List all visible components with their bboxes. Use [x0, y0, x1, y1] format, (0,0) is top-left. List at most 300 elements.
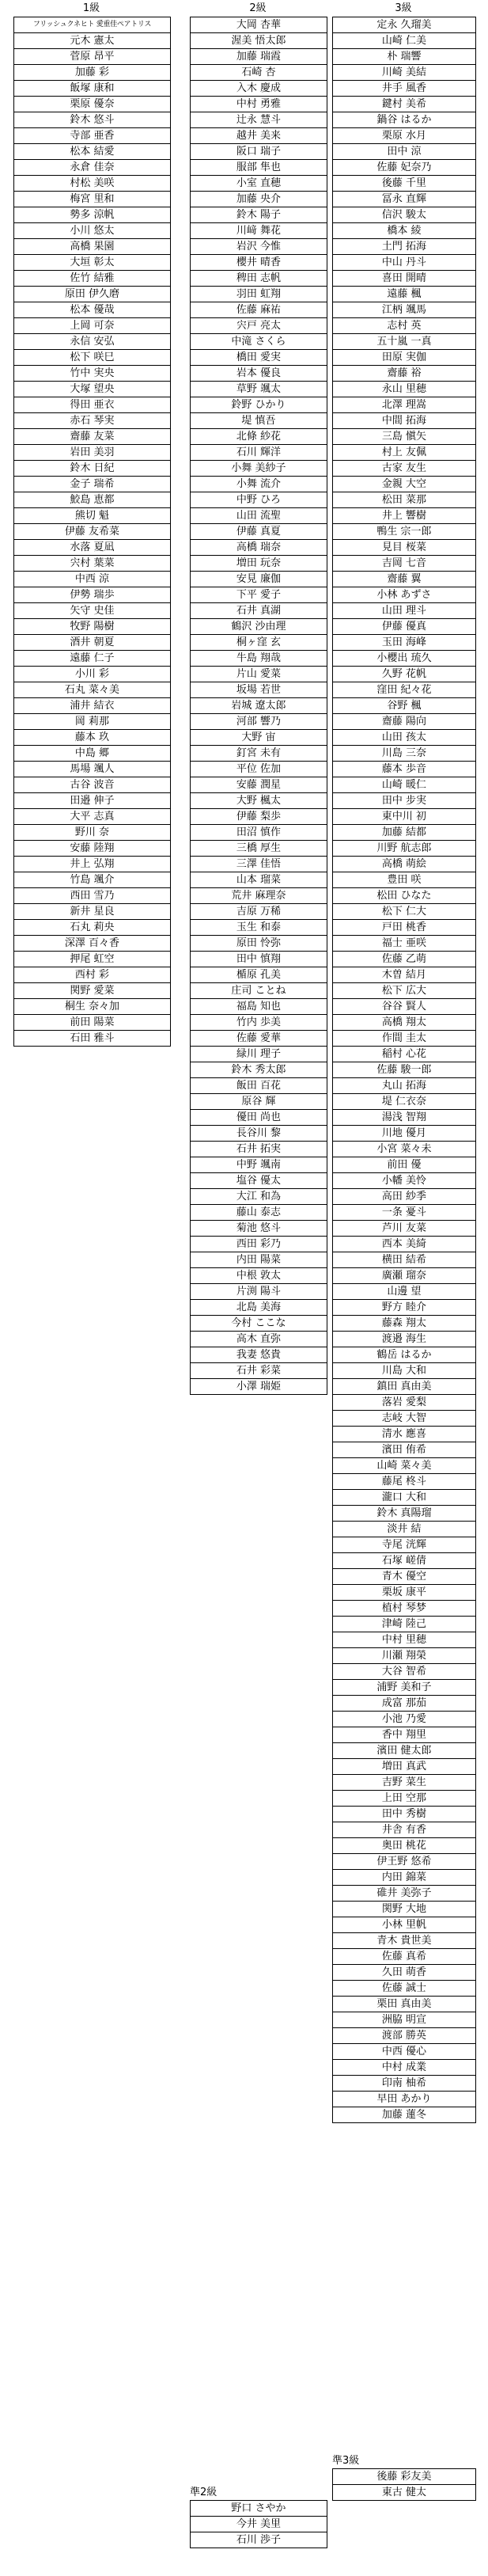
- name-cell: 渡部 勝英: [333, 2028, 475, 2044]
- name-cell: 釘宮 未有: [191, 746, 327, 762]
- name-cell: 鈴木 悠斗: [14, 112, 170, 128]
- name-cell: 岩城 遼太郎: [191, 698, 327, 714]
- name-cell: 古家 友生: [333, 461, 475, 477]
- name-cell: 山本 瑠菜: [191, 872, 327, 888]
- name-cell: 関野 大地: [333, 1902, 475, 1917]
- name-cell: 藤尾 柊斗: [333, 1474, 475, 1490]
- name-cell: 加藤 央介: [191, 192, 327, 207]
- name-cell: 鍋谷 はるか: [333, 112, 475, 128]
- name-cell: 岩本 優良: [191, 366, 327, 382]
- name-cell: 見目 桜菜: [333, 540, 475, 556]
- name-cell: 勢多 涼帆: [14, 207, 170, 223]
- name-cell: 永倉 佳奈: [14, 160, 170, 176]
- name-cell: 我妻 悠貴: [191, 1347, 327, 1363]
- name-cell: 押尾 虹空: [14, 952, 170, 967]
- name-cell: 原谷 輝: [191, 1094, 327, 1110]
- name-cell: 川崎 美結: [333, 65, 475, 81]
- name-cell: 津崎 陸己: [333, 1617, 475, 1632]
- name-cell: 松下 仁大: [333, 904, 475, 920]
- name-cell: 荒井 麻理奈: [191, 888, 327, 904]
- grade3-list: [332, 17, 476, 2123]
- name-cell: 前田 陽菜: [14, 1015, 170, 1031]
- name-cell: 石川 輝洋: [191, 445, 327, 461]
- name-cell: 佐藤 妃奈乃: [333, 160, 475, 176]
- name-cell: 田原 実伽: [333, 350, 475, 366]
- name-cell: 堤 慎吾: [191, 413, 327, 429]
- name-cell: 東古 健太: [333, 2485, 475, 2501]
- name-cell: 久田 萌香: [333, 1965, 475, 1981]
- name-cell: 竹内 歩美: [191, 1015, 327, 1031]
- name-cell: 窪田 紀々花: [333, 682, 475, 698]
- name-cell: 川島 三奈: [333, 746, 475, 762]
- name-cell: 矢守 史佳: [14, 603, 170, 619]
- name-cell: 増田 玩奈: [191, 556, 327, 572]
- name-cell: 玉生 和泰: [191, 920, 327, 936]
- name-cell: 高木 直弥: [191, 1332, 327, 1347]
- name-cell: 鴨生 宗一郎: [333, 524, 475, 540]
- name-cell: 西本 美綺: [333, 1237, 475, 1252]
- name-cell: 石丸 菜々美: [14, 682, 170, 698]
- name-cell: 村上 友佩: [333, 445, 475, 461]
- name-cell: 栗田 真由美: [333, 1997, 475, 2012]
- name-cell: 清水 應喜: [333, 1427, 475, 1442]
- name-cell: 辻永 慧斗: [191, 112, 327, 128]
- name-cell: 香中 翔里: [333, 1727, 475, 1743]
- name-cell: 上田 空那: [333, 1791, 475, 1807]
- name-cell: 酒井 朝夏: [14, 635, 170, 651]
- name-cell: 越井 美来: [191, 128, 327, 144]
- name-cell: 川島 大和: [333, 1363, 475, 1379]
- name-cell: 伊勢 瑞歩: [14, 587, 170, 603]
- name-cell: 金子 瑞希: [14, 477, 170, 492]
- name-cell: 水落 夏凪: [14, 540, 170, 556]
- name-cell: 寺部 亜香: [14, 128, 170, 144]
- name-cell: 伊王野 悠希: [333, 1854, 475, 1870]
- name-cell: 井手 風香: [333, 81, 475, 97]
- name-cell: 深澤 百々香: [14, 936, 170, 952]
- name-cell: 濱田 健太郎: [333, 1743, 475, 1759]
- name-cell: 片山 愛菜: [191, 667, 327, 682]
- name-cell: 松本 優哉: [14, 302, 170, 318]
- name-cell: 小川 悠太: [14, 223, 170, 239]
- name-cell: 小林 里帆: [333, 1917, 475, 1933]
- name-cell: 谷谷 賢人: [333, 999, 475, 1015]
- name-cell: 豊田 咲: [333, 872, 475, 888]
- name-cell: 加藤 彩: [14, 65, 170, 81]
- name-cell: 谷野 楓: [333, 698, 475, 714]
- name-cell: 小室 直穂: [191, 176, 327, 192]
- name-cell: 大岡 杏華: [191, 17, 327, 33]
- name-cell: 内田 陽菜: [191, 1252, 327, 1268]
- name-cell: 小櫻出 琉久: [333, 651, 475, 667]
- name-cell: 石井 彩菜: [191, 1363, 327, 1379]
- name-cell: 北澤 理嵩: [333, 397, 475, 413]
- name-cell: 小幡 美怜: [333, 1173, 475, 1189]
- name-cell: 高橋 瑞奈: [191, 540, 327, 556]
- name-cell: 小舞 流介: [191, 477, 327, 492]
- name-cell: 吉野 菜生: [333, 1775, 475, 1791]
- name-cell: 吉岡 七音: [333, 556, 475, 572]
- name-cell: 小澤 瑞姫: [191, 1379, 327, 1395]
- name-cell: 山田 流聖: [191, 508, 327, 524]
- name-cell: 元木 憲太: [14, 33, 170, 49]
- name-cell: 青木 貴世美: [333, 1933, 475, 1949]
- name-cell: 永山 里穂: [333, 382, 475, 397]
- name-cell: 岩田 美羽: [14, 445, 170, 461]
- name-cell: 加藤 蓮冬: [333, 2107, 475, 2123]
- name-cell: 菊池 悠斗: [191, 1221, 327, 1237]
- name-cell: 大野 楓太: [191, 793, 327, 809]
- name-cell: 原田 怜弥: [191, 936, 327, 952]
- name-cell: 田中 慎翔: [191, 952, 327, 967]
- name-cell: 宍戸 亮太: [191, 318, 327, 334]
- name-cell: 塩谷 優太: [191, 1173, 327, 1189]
- name-cell: 加藤 結都: [333, 825, 475, 841]
- name-cell: 山田 理斗: [333, 603, 475, 619]
- name-cell: 長谷川 黎: [191, 1126, 327, 1142]
- name-cell: 得田 亜衣: [14, 397, 170, 413]
- name-cell: 齋藤 翼: [333, 572, 475, 587]
- name-cell: 石丸 莉央: [14, 920, 170, 936]
- name-cell: 伊藤 梨歩: [191, 809, 327, 825]
- name-cell: 成富 那茄: [333, 1696, 475, 1712]
- name-cell: 後藤 彩友美: [333, 2469, 475, 2485]
- name-cell: 栗原 優奈: [14, 97, 170, 112]
- name-cell: 田中 涼: [333, 144, 475, 160]
- name-cell: 堤 仁衣奈: [333, 1094, 475, 1110]
- name-cell: 碓井 美弥子: [333, 1886, 475, 1902]
- name-cell: 小舞 美紗子: [191, 461, 327, 477]
- name-cell: 小川 彩: [14, 667, 170, 682]
- name-cell: 田中 步実: [333, 793, 475, 809]
- name-cell: 芦川 友菜: [333, 1221, 475, 1237]
- name-cell: 鈴野 ひかり: [191, 397, 327, 413]
- name-cell: 大平 志真: [14, 809, 170, 825]
- name-cell: 藤山 泰志: [191, 1205, 327, 1221]
- name-cell: 後藤 千里: [333, 176, 475, 192]
- name-cell: 野口 さやか: [191, 2501, 327, 2517]
- name-cell: 北島 美海: [191, 1300, 327, 1316]
- name-cell: 山崎 暖仁: [333, 777, 475, 793]
- pre-grade3-list: [332, 2468, 476, 2501]
- name-cell: 三橋 厚生: [191, 841, 327, 857]
- name-cell: 藤森 翔太: [333, 1316, 475, 1332]
- name-cell: フリッシュクネヒト 愛重佳ペアトリス: [14, 17, 170, 33]
- name-cell: 松下 広大: [333, 983, 475, 999]
- name-cell: 中村 勇雅: [191, 97, 327, 112]
- pre-grade3-title: 準3級: [332, 2455, 360, 2467]
- grade3-title: 3級: [395, 2, 412, 14]
- name-cell: 菅原 昂平: [14, 49, 170, 65]
- name-cell: 片渕 陽斗: [191, 1284, 327, 1300]
- name-cell: 桐生 奈々加: [14, 999, 170, 1015]
- name-cell: 緑川 理子: [191, 1047, 327, 1062]
- name-cell: 植村 琴梦: [333, 1601, 475, 1617]
- name-cell: 牧野 陽樹: [14, 619, 170, 635]
- name-cell: 熊切 魁: [14, 508, 170, 524]
- name-cell: 濱田 侑希: [333, 1442, 475, 1458]
- name-cell: 石塚 嵯倩: [333, 1553, 475, 1569]
- name-cell: 石田 雅斗: [14, 1031, 170, 1047]
- name-cell: 佐藤 愛華: [191, 1031, 327, 1047]
- name-cell: 川瀬 翔榮: [333, 1648, 475, 1664]
- name-cell: 小池 乃愛: [333, 1712, 475, 1727]
- name-cell: 赤石 琴実: [14, 413, 170, 429]
- name-cell: 橋田 愛実: [191, 350, 327, 366]
- name-cell: 栗原 水月: [333, 128, 475, 144]
- name-cell: 佐藤 麻祐: [191, 302, 327, 318]
- name-cell: 野方 睦介: [333, 1300, 475, 1316]
- pre-grade2-title: 準2級: [190, 2487, 218, 2498]
- name-cell: 竹島 颯介: [14, 872, 170, 888]
- name-cell: 山邊 望: [333, 1284, 475, 1300]
- name-cell: 山田 孩太: [333, 730, 475, 746]
- name-cell: 平位 佐加: [191, 762, 327, 777]
- name-cell: 川﨑 舞花: [191, 223, 327, 239]
- name-cell: 志岐 大智: [333, 1411, 475, 1427]
- name-cell: 遠藤 仁子: [14, 651, 170, 667]
- name-cell: 飯田 百花: [191, 1078, 327, 1094]
- name-cell: 井上 響樹: [333, 508, 475, 524]
- name-cell: 喜田 開晴: [333, 271, 475, 287]
- name-cell: 小宮 菜々未: [333, 1142, 475, 1157]
- name-cell: 金親 大空: [333, 477, 475, 492]
- name-cell: 一条 憂斗: [333, 1205, 475, 1221]
- name-cell: 青木 優空: [333, 1569, 475, 1585]
- name-cell: 山崎 菜々美: [333, 1458, 475, 1474]
- name-cell: 中野 ひろ: [191, 492, 327, 508]
- name-cell: 中西 涼: [14, 572, 170, 587]
- name-cell: 渥美 悟太郎: [191, 33, 327, 49]
- name-cell: 中村 里穂: [333, 1632, 475, 1648]
- name-cell: 原田 伊久磨: [14, 287, 170, 302]
- name-cell: 井上 弘翔: [14, 857, 170, 872]
- name-cell: 伊藤 優真: [333, 619, 475, 635]
- name-cell: 西村 彩: [14, 967, 170, 983]
- name-cell: 大江 和為: [191, 1189, 327, 1205]
- name-cell: 久野 花帆: [333, 667, 475, 682]
- name-cell: 増田 真武: [333, 1759, 475, 1775]
- name-cell: 田沼 慎作: [191, 825, 327, 841]
- name-cell: 梅宮 里和: [14, 192, 170, 207]
- name-cell: 吉原 万稀: [191, 904, 327, 920]
- name-cell: 優田 尚也: [191, 1110, 327, 1126]
- name-cell: 北條 紗花: [191, 429, 327, 445]
- name-cell: 中間 拓海: [333, 413, 475, 429]
- name-cell: 橋本 綾: [333, 223, 475, 239]
- pre-grade2-list: [190, 2500, 327, 2548]
- name-cell: 藤本 玖: [14, 730, 170, 746]
- grade1-list: [13, 17, 171, 1047]
- name-cell: 桐ヶ窪 玄: [191, 635, 327, 651]
- name-cell: 鎮田 真由美: [333, 1379, 475, 1395]
- name-cell: 大谷 智希: [333, 1664, 475, 1680]
- name-cell: 洲脇 明宣: [333, 2012, 475, 2028]
- name-cell: 浦野 美和子: [333, 1680, 475, 1696]
- name-cell: 稗田 志帆: [191, 271, 327, 287]
- name-cell: 齋藤 陽向: [333, 714, 475, 730]
- name-cell: 川野 航志郎: [333, 841, 475, 857]
- name-cell: 大垣 彰太: [14, 255, 170, 271]
- name-cell: 下平 愛子: [191, 587, 327, 603]
- name-cell: 五十嵐 一真: [333, 334, 475, 350]
- name-cell: 中滝 さくら: [191, 334, 327, 350]
- name-cell: 永信 安弘: [14, 334, 170, 350]
- name-cell: 中村 成業: [333, 2060, 475, 2076]
- name-cell: 馬場 颯人: [14, 762, 170, 777]
- name-cell: 庄司 ことね: [191, 983, 327, 999]
- name-cell: 松田 菜那: [333, 492, 475, 508]
- name-cell: 櫻井 晴香: [191, 255, 327, 271]
- name-cell: 中山 丹斗: [333, 255, 475, 271]
- name-cell: 小林 あずさ: [333, 587, 475, 603]
- grade1-title: 1級: [82, 2, 100, 14]
- name-cell: 佐藤 乙萌: [333, 952, 475, 967]
- name-cell: 村松 美咲: [14, 176, 170, 192]
- name-cell: 印南 柚希: [333, 2076, 475, 2092]
- name-cell: 玉田 海峰: [333, 635, 475, 651]
- name-cell: 冨永 直輝: [333, 192, 475, 207]
- name-cell: 福士 亜咲: [333, 936, 475, 952]
- name-cell: 関野 愛菜: [14, 983, 170, 999]
- name-cell: 鮫島 恵都: [14, 492, 170, 508]
- name-cell: 坂場 若世: [191, 682, 327, 698]
- name-cell: 湯浅 智翔: [333, 1110, 475, 1126]
- name-cell: 草野 颯太: [191, 382, 327, 397]
- name-cell: 加藤 瑞霞: [191, 49, 327, 65]
- name-cell: 高橋 萌絵: [333, 857, 475, 872]
- name-cell: 前田 優: [333, 1157, 475, 1173]
- name-cell: 楯原 孔美: [191, 967, 327, 983]
- name-cell: 松本 結愛: [14, 144, 170, 160]
- name-cell: 伊藤 真夏: [191, 524, 327, 540]
- name-cell: 土門 拓海: [333, 239, 475, 255]
- name-cell: 福島 知也: [191, 999, 327, 1015]
- name-cell: 中根 敦太: [191, 1268, 327, 1284]
- name-cell: 木曽 結月: [333, 967, 475, 983]
- name-cell: 中野 颯南: [191, 1157, 327, 1173]
- name-cell: 安藤 陸翔: [14, 841, 170, 857]
- name-cell: 戸田 桃香: [333, 920, 475, 936]
- name-cell: 朴 瑞響: [333, 49, 475, 65]
- name-cell: 鈴木 陽子: [191, 207, 327, 223]
- name-cell: 高橋 翔太: [333, 1015, 475, 1031]
- name-cell: 西田 雪乃: [14, 888, 170, 904]
- name-cell: 野川 奈: [14, 825, 170, 841]
- name-cell: 寺尾 洸輝: [333, 1537, 475, 1553]
- name-cell: 竹中 実央: [14, 366, 170, 382]
- grade2-title: 2級: [249, 2, 267, 14]
- name-cell: 廣瀬 瑠奈: [333, 1268, 475, 1284]
- name-cell: 牛島 翔哉: [191, 651, 327, 667]
- name-cell: 川地 優月: [333, 1126, 475, 1142]
- name-cell: 石井 拓実: [191, 1142, 327, 1157]
- name-cell: 落岩 愛梨: [333, 1395, 475, 1411]
- name-cell: 松田 ひなた: [333, 888, 475, 904]
- name-cell: 西田 彩乃: [191, 1237, 327, 1252]
- grade2-list: [190, 17, 327, 1395]
- name-cell: 石川 渉子: [191, 2532, 327, 2548]
- name-cell: 丸山 拓海: [333, 1078, 475, 1094]
- name-cell: 内田 錦菜: [333, 1870, 475, 1886]
- name-cell: 中西 優心: [333, 2044, 475, 2060]
- name-cell: 山崎 仁美: [333, 33, 475, 49]
- name-cell: 早田 あかり: [333, 2092, 475, 2107]
- name-cell: 岩沢 今惟: [191, 239, 327, 255]
- name-cell: 宍村 葉菜: [14, 556, 170, 572]
- name-cell: 定永 久瑠美: [333, 17, 475, 33]
- name-cell: 松下 咲巳: [14, 350, 170, 366]
- name-cell: 石崎 杏: [191, 65, 327, 81]
- name-cell: 田中 秀樹: [333, 1807, 475, 1822]
- name-cell: 鶴岳 はるか: [333, 1347, 475, 1363]
- name-cell: 佐藤 誠士: [333, 1981, 475, 1997]
- name-cell: 鈴木 日紀: [14, 461, 170, 477]
- name-cell: 栗坂 康平: [333, 1585, 475, 1601]
- name-cell: 飯塚 康和: [14, 81, 170, 97]
- name-cell: 佐藤 真希: [333, 1949, 475, 1965]
- name-cell: 古谷 波音: [14, 777, 170, 793]
- name-cell: 齋藤 友菜: [14, 429, 170, 445]
- name-cell: 大塚 望央: [14, 382, 170, 397]
- name-cell: 志村 英: [333, 318, 475, 334]
- name-cell: 横田 結希: [333, 1252, 475, 1268]
- name-cell: 淡井 結: [333, 1522, 475, 1537]
- name-cell: 井舎 有香: [333, 1822, 475, 1838]
- name-cell: 田邉 伸子: [14, 793, 170, 809]
- name-cell: 今村 ここな: [191, 1316, 327, 1332]
- name-cell: 岡 莉那: [14, 714, 170, 730]
- name-cell: 遠藤 楓: [333, 287, 475, 302]
- name-cell: 中島 郷: [14, 746, 170, 762]
- name-cell: 安藤 潤星: [191, 777, 327, 793]
- name-cell: 渡邉 海生: [333, 1332, 475, 1347]
- name-cell: 河部 響乃: [191, 714, 327, 730]
- name-cell: 瀧口 大和: [333, 1490, 475, 1506]
- name-cell: 安見 廉伽: [191, 572, 327, 587]
- name-cell: 藤本 歩音: [333, 762, 475, 777]
- name-cell: 鈴木 真陽瑠: [333, 1506, 475, 1522]
- name-cell: 新井 星良: [14, 904, 170, 920]
- name-cell: 鈴木 秀太郎: [191, 1062, 327, 1078]
- name-cell: 高田 紗季: [333, 1189, 475, 1205]
- name-cell: 伊藤 友希菜: [14, 524, 170, 540]
- name-cell: 上岡 可奈: [14, 318, 170, 334]
- name-cell: 稲村 心花: [333, 1047, 475, 1062]
- name-cell: 入木 慶成: [191, 81, 327, 97]
- name-cell: 今井 美里: [191, 2517, 327, 2532]
- name-cell: 齋藤 裕: [333, 366, 475, 382]
- name-cell: 高橋 果園: [14, 239, 170, 255]
- name-cell: 江柄 颯馬: [333, 302, 475, 318]
- name-cell: 三島 愼矢: [333, 429, 475, 445]
- name-cell: 東中川 初: [333, 809, 475, 825]
- name-cell: 信沢 駿太: [333, 207, 475, 223]
- name-cell: 浦井 結衣: [14, 698, 170, 714]
- name-cell: 石井 真湖: [191, 603, 327, 619]
- name-cell: 服部 隼也: [191, 160, 327, 176]
- name-cell: 鍵村 美希: [333, 97, 475, 112]
- name-cell: 阪口 瑞子: [191, 144, 327, 160]
- name-cell: 作間 圭太: [333, 1031, 475, 1047]
- name-cell: 羽田 虹翔: [191, 287, 327, 302]
- name-cell: 佐竹 結雅: [14, 271, 170, 287]
- name-cell: 佐藤 駿一郎: [333, 1062, 475, 1078]
- name-cell: 大野 宙: [191, 730, 327, 746]
- name-cell: 奥田 桃花: [333, 1838, 475, 1854]
- name-cell: 三澤 佳悟: [191, 857, 327, 872]
- name-cell: 鶴沢 沙由理: [191, 619, 327, 635]
